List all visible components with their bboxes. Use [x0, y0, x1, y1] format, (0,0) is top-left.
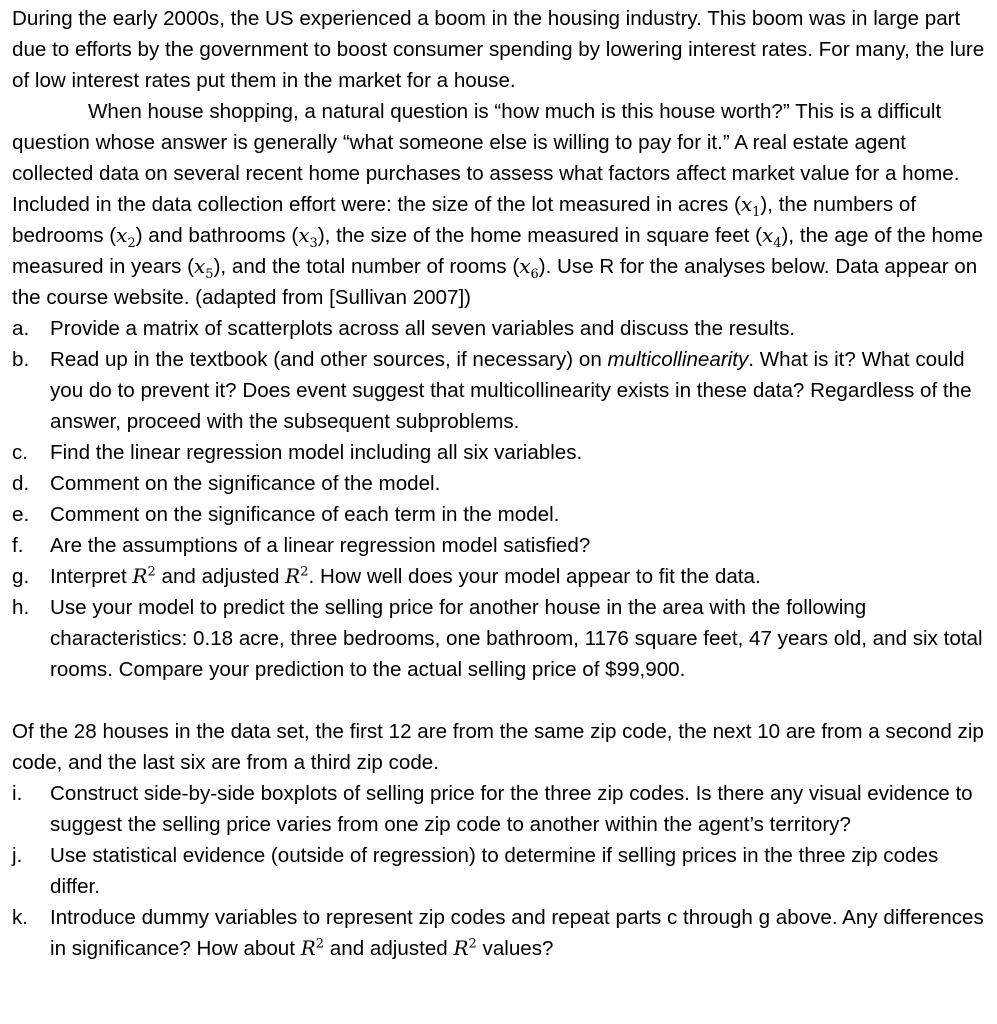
variable-x2: $x_2$: [116, 223, 136, 251]
intro-text-2-b: ) and bathrooms (: [135, 224, 299, 247]
adjusted-r-squared: $R^2$: [285, 564, 309, 588]
item-text: Read up in the textbook (and other sources, if necessary) on multicollinearity. What is it? What could you do to prevent it? Does event suggest that multicollinearity exists in these data? Regardless of the answer, proceed with the subsequent subproblems.: [50, 348, 972, 433]
list-item-i: [12, 778, 992, 840]
item-text: Introduce dummy variables to represent zip codes and repeat parts c through g above. Any differences in significance? How about $R^2$ and adjusted $R^2$ values?: [50, 906, 984, 960]
list-item-d: [12, 468, 992, 499]
r-squared: $R^2$: [132, 564, 156, 588]
item-marker: k.: [12, 906, 29, 929]
intro-paragraph-1: [12, 3, 992, 96]
variable-x3: $x_3$: [298, 223, 318, 251]
item-marker: f.: [12, 534, 24, 557]
intro-paragraph-2: [12, 96, 992, 313]
list-item-k: [12, 902, 992, 964]
item-text: Are the assumptions of a linear regression model satisfied?: [50, 534, 591, 557]
item-text: Comment on the significance of the model.: [50, 472, 441, 495]
item-text: Provide a matrix of scatterplots across all seven variables and discuss the results.: [50, 317, 796, 340]
list-item-g: [12, 561, 992, 592]
item-marker: c.: [12, 441, 29, 464]
item-marker: j.: [12, 844, 23, 867]
zip-section-text: Of the 28 houses in the data set, the first 12 are from the same zip code, the next 10 are from a second zip code, and the last six are from a third zip code.: [12, 720, 984, 774]
zip-section-paragraph: [12, 716, 992, 778]
list-item-c: [12, 437, 992, 468]
item-marker: h.: [12, 596, 30, 619]
list-item-e: [12, 499, 992, 530]
intro-text-2-d: ), the age of the home measured in years (: [12, 224, 984, 278]
variable-x4: $x_4$: [761, 223, 782, 251]
variable-x6: $x_6$: [519, 254, 539, 282]
item-marker: d.: [12, 472, 30, 495]
list-item-a: [12, 313, 992, 344]
item-text: Find the linear regression model including all six variables.: [50, 441, 583, 464]
list-item-h: [12, 592, 992, 685]
list-item-b: [12, 344, 992, 437]
adjusted-r-squared: $R^2$: [453, 936, 477, 960]
item-text: Interpret $R^2$ and adjusted $R^2$. How well does your model appear to fit the data.: [50, 564, 761, 588]
list-item-j: [12, 840, 992, 902]
intro-text-2-a: ), the numbers of bedrooms (: [12, 193, 917, 247]
document-page: [12, 3, 992, 964]
item-marker: g.: [12, 565, 30, 588]
intro-text-2-end: ). Use R for the analyses below. Data appear on the course website. (adapted from [Sullivan 2007]): [12, 255, 978, 309]
item-marker: i.: [12, 782, 23, 805]
list-item-f: [12, 530, 992, 561]
item-text: Use statistical evidence (outside of regression) to determine if selling prices in the three zip codes differ.: [50, 844, 939, 898]
section-gap: [12, 685, 992, 716]
variable-x1: $x_1$: [740, 192, 761, 220]
intro-text-2-start: When house shopping, a natural question is “how much is this house worth?” This is a difficult question whose answer is generally “what someone else is willing to pay for it.” A real estate agent collected data on several recent home purchases to assess what factors affect market value for a home. Included in the data collection effort were: the size of the lot measured in acres (: [12, 100, 960, 216]
intro-text-1: During the early 2000s, the US experienced a boom in the housing industry. This boom was in large part due to efforts by the government to boost consumer spending by lowering interest rates. For many, the lure of low interest rates put them in the market for a house.: [12, 7, 985, 92]
intro-text-2-e: ), and the total number of rooms (: [213, 255, 520, 278]
item-marker: a.: [12, 317, 30, 340]
variable-x5: $x_5$: [194, 254, 214, 282]
item-text: Use your model to predict the selling price for another house in the area with the following characteristics: 0.18 acre, three bedrooms, one bathroom, 1176 square feet, 47 years old, and six total rooms. Compare your prediction to the actual selling price of $99,900.: [50, 596, 983, 681]
item-marker: e.: [12, 503, 30, 526]
item-text: Construct side-by-side boxplots of selling price for the three zip codes. Is there any visual evidence to suggest the selling price varies from one zip code to another within the agent’s territory?: [50, 782, 973, 836]
intro-text-2-c: ), the size of the home measured in square feet (: [317, 224, 762, 247]
r-squared: $R^2$: [300, 936, 325, 960]
item-text: Comment on the significance of each term in the model.: [50, 503, 560, 526]
item-marker: b.: [12, 348, 30, 371]
term-multicollinearity: multicollinearity: [607, 348, 749, 371]
